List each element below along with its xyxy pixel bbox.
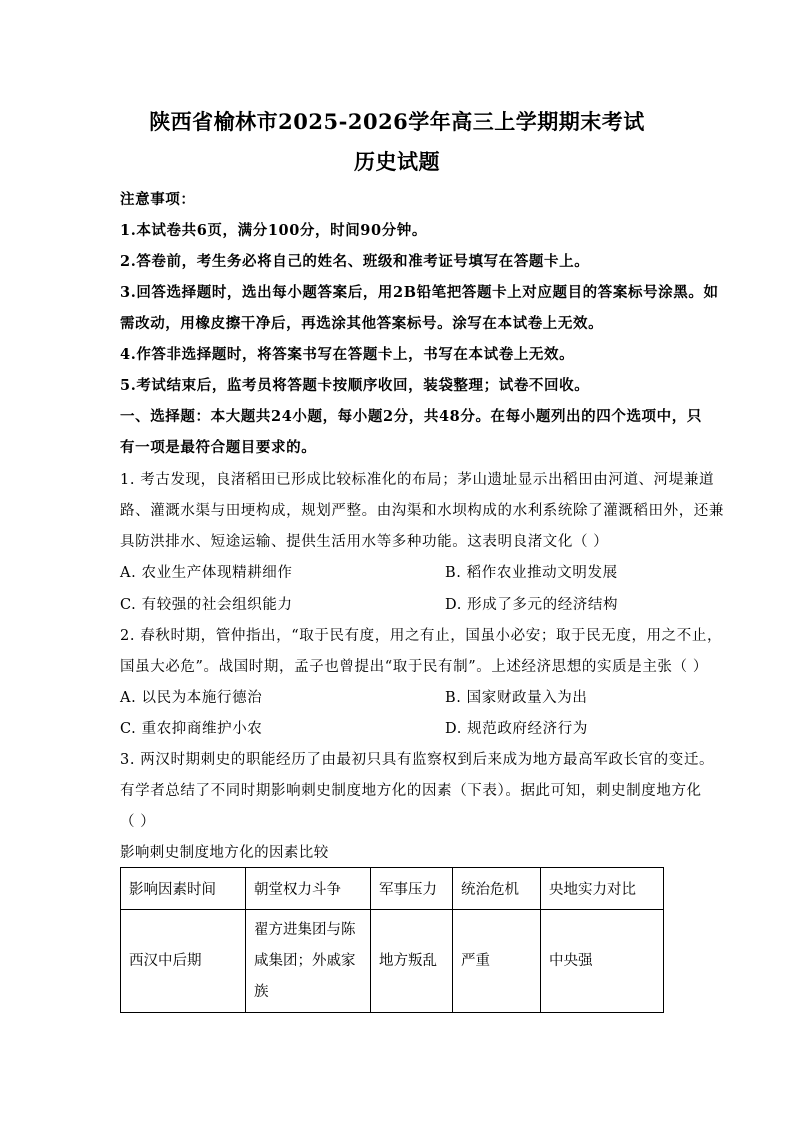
table-cell: 西汉中后期	[121, 910, 246, 1013]
question-1-text: 具防洪排水、短途运输、提供生活用水等多种功能。这表明良渚文化（ ）	[120, 534, 609, 550]
table-header-cell: 军事压力	[371, 868, 453, 910]
question-2-option-b: B. 国家财政量入为出	[445, 690, 588, 706]
question-2-text: 2. 春秋时期，管仲指出，“取于民有度，用之有止，国虽小必安；取于民无度，用之不止，	[120, 628, 723, 644]
notice-item: 4.作答非选择题时，将答案书写在答题卡上，书写在本试卷上无效。	[120, 346, 575, 363]
question-2-option-a: A. 以民为本施行德治	[120, 690, 263, 706]
question-2-option-c: C. 重农抑商维护小农	[120, 721, 263, 737]
question-3-text: （ ）	[120, 814, 156, 830]
question-2-option-d: D. 规范政府经济行为	[445, 721, 588, 737]
question-1-option-a: A. 农业生产体现精耕细作	[120, 565, 293, 581]
notice-item: 1.本试卷共6页，满分100分，时间90分钟。	[120, 222, 427, 239]
factors-table	[120, 867, 664, 1013]
notice-heading: 注意事项：	[120, 191, 196, 208]
table-caption: 影响刺史制度地方化的因素比较	[120, 845, 329, 861]
question-1-option-d: D. 形成了多元的经济结构	[445, 597, 619, 613]
table-header-row	[121, 868, 664, 910]
table-header-cell: 统治危机	[453, 868, 541, 910]
notice-item: 5.考试结束后，监考员将答题卡按顺序收回，装袋整理；试卷不回收。	[120, 377, 590, 394]
table-cell: 中央强	[541, 910, 664, 1013]
table-header-cell: 影响因素时间	[121, 868, 246, 910]
notice-item: 2.答卷前，考生务必将自己的姓名、班级和准考证号填写在答题卡上。	[120, 253, 590, 270]
table-cell: 翟方进集团与陈咸集团；外戚家族	[246, 910, 371, 1013]
section-heading: 一、选择题：本大题共24小题，每小题2分，共48分。在每小题列出的四个选项中，只	[120, 408, 702, 425]
section-heading-cont: 有一项是最符合题目要求的。	[120, 439, 317, 456]
question-3-text: 3. 两汉时期刺史的职能经历了由最初只具有监察权到后来成为地方最高军政长官的变迁。	[120, 752, 715, 768]
page-title: 陕西省榆林市2025-2026学年高三上学期期末考试	[149, 109, 645, 134]
question-2-text: 国虽大必危”。战国时期，孟子也曾提出“取于民有制”。上述经济思想的实质是主张（ ）	[120, 659, 708, 675]
question-1-option-c: C. 有较强的社会组织能力	[120, 597, 293, 613]
table-header-cell: 央地实力对比	[541, 868, 664, 910]
question-1-option-b: B. 稻作农业推动文明发展	[445, 565, 618, 581]
page-subtitle: 历史试题	[354, 149, 440, 174]
notice-item: 3.回答选择题时，选出每小题答案后，用2B铅笔把答题卡上对应题目的答案标号涂黑。如	[120, 284, 719, 301]
table-row	[121, 910, 664, 1013]
question-1-text: 路、灌溉水渠与田埂构成，规划严整。由沟渠和水坝构成的水利系统除了灌溉稻田外，还兼	[120, 503, 724, 519]
notice-item: 需改动，用橡皮擦干净后，再选涂其他答案标号。涂写在本试卷上无效。	[120, 315, 604, 332]
table-header-cell: 朝堂权力斗争	[246, 868, 371, 910]
question-3-text: 有学者总结了不同时期影响刺史制度地方化的因素（下表）。据此可知，刺史制度地方化	[120, 783, 702, 799]
question-1-text: 1. 考古发现，良渚稻田已形成比较标准化的布局；茅山遗址显示出稻田由河道、河堤兼道	[120, 472, 715, 488]
table-cell: 地方叛乱	[371, 910, 453, 1013]
table-cell: 严重	[453, 910, 541, 1013]
